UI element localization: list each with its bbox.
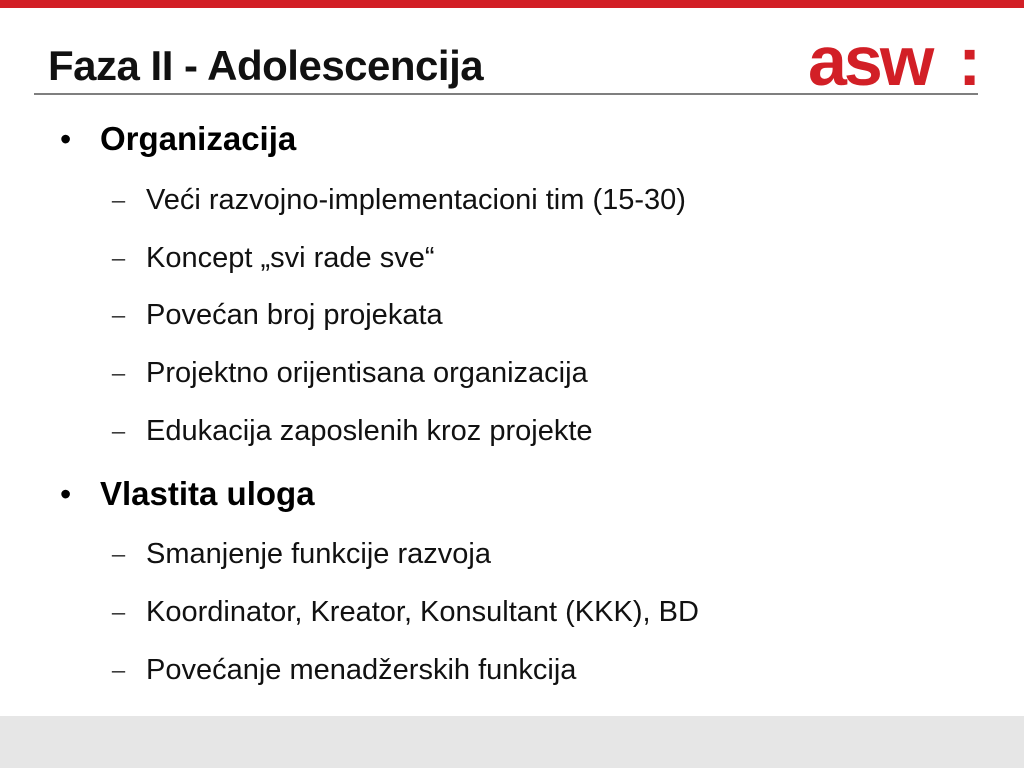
sub-item-text: Veći razvojno-implementacioni tim (15-30) xyxy=(146,184,686,216)
footer-band xyxy=(0,716,1024,768)
sub-item-text: Povećanje menadžerskih funkcija xyxy=(146,654,577,686)
svg-text:asw: asw xyxy=(808,30,932,90)
dash-marker: – xyxy=(112,300,125,329)
sub-item xyxy=(112,536,491,572)
asw-logo xyxy=(808,30,980,90)
slide-title: Faza II - Adolescencija xyxy=(48,42,484,89)
bullet-heading: Organizacija xyxy=(100,120,297,157)
sub-item xyxy=(112,594,699,630)
dash-marker: – xyxy=(112,416,125,445)
dash-marker: – xyxy=(112,243,125,272)
sub-item-text: Povećan broj projekata xyxy=(146,299,443,331)
sub-item-text: Edukacija zaposlenih kroz projekte xyxy=(146,415,593,447)
dash-marker: – xyxy=(112,655,125,684)
bullet-marker: • xyxy=(60,476,72,512)
sub-item xyxy=(112,240,435,276)
sub-item-text: Koordinator, Kreator, Konsultant (KKK), BD xyxy=(146,596,699,628)
sub-item xyxy=(112,297,443,333)
bullet-marker: • xyxy=(60,121,72,157)
bullet-organizacija xyxy=(60,119,296,159)
sub-item-text: Smanjenje funkcije razvoja xyxy=(146,538,491,570)
dash-marker: – xyxy=(112,185,125,214)
sub-item-text: Projektno orijentisana organizacija xyxy=(146,357,588,389)
svg-text::: : xyxy=(958,30,979,90)
title-divider xyxy=(34,93,978,95)
dash-marker: – xyxy=(112,597,125,626)
dash-marker: – xyxy=(112,539,125,568)
sub-item xyxy=(112,355,588,391)
dash-marker: – xyxy=(112,358,125,387)
sub-item xyxy=(112,652,576,688)
bullet-heading: Vlastita uloga xyxy=(100,475,315,512)
top-accent-bar xyxy=(0,0,1024,8)
sub-item xyxy=(112,182,686,218)
sub-item-text: Koncept „svi rade sve“ xyxy=(146,242,435,274)
sub-item xyxy=(112,413,593,449)
bullet-vlastita-uloga xyxy=(60,474,315,514)
